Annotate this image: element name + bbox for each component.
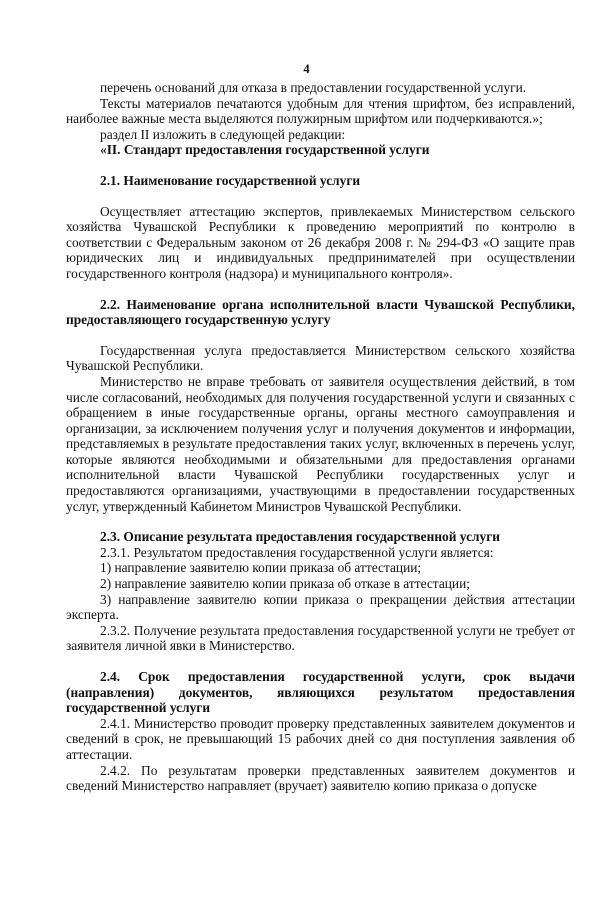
paragraph: 1) направление заявителю копии приказа об аттестации; xyxy=(100,560,422,576)
section-heading: «II. Стандарт предоставления государственной услуги xyxy=(100,142,430,158)
paragraph: 2.3.2. Получение результата предоставления государственной услуги не требует от заявителя личной явки в Министерство. xyxy=(66,622,575,654)
paragraph-gap xyxy=(66,514,575,529)
paragraph: Министерство не вправе требовать от заявителя осуществления действий, в том числе согласований, необходимых для получения государственной услуги и связанных с обращением в иные государственные органы, органы местного самоуправления и организации, за исключением получения услуг и получения документов и информации, представляемых в результате предоставления таких услуг, включенных в перечень услуг, которые являются необходимыми и обязательными для предоставления органами исполнительной власти Чувашской Республики государственных услуг и предоставляются организациями, участвующими в предоставлении государственных услуг, утвержденный Кабинетом Министров Чувашской Республики. xyxy=(66,373,575,514)
section-heading: 2.3. Описание результата предоставления государственной услуги xyxy=(100,529,501,545)
paragraph: 2.4.2. По результатам проверки представленных заявителем документов и сведений Министерство направляет (вручает) заявителю копию приказа о допуске xyxy=(66,762,575,794)
page-number: 4 xyxy=(303,62,310,76)
paragraph: 2.3.1. Результатом предоставления государственной услуги является: xyxy=(100,544,494,560)
section-heading: 2.4. Срок предоставления государственной услуги, срок выдачи (направления) документов, являющихся результатом предоставления государственной услуги xyxy=(66,669,575,716)
paragraph: раздел II изложить в следующей редакции: xyxy=(100,126,346,142)
paragraph-gap xyxy=(66,158,575,173)
section-heading: 2.2. Наименование органа исполнительной власти Чувашской Республики, предоставляющего государственную услугу xyxy=(66,296,575,328)
paragraph: Государственная услуга предоставляется Министерством сельского хозяйства Чувашской Республики. xyxy=(66,342,575,374)
paragraph-gap xyxy=(66,282,575,297)
paragraph: Осуществляет аттестацию экспертов, привлекаемых Министерством сельского хозяйства Чувашской Республики к проведению мероприятий по контролю в соответствии с Федеральным законом от 26 декабря 2008 г. № 294-ФЗ «О защите прав юридических лиц и индивидуальных предпринимателей при осуществлении государственного контроля (надзора) и муниципального контроля». xyxy=(66,203,575,281)
paragraph-gap xyxy=(66,654,575,669)
paragraph-gap xyxy=(66,328,575,343)
paragraph-gap xyxy=(66,189,575,204)
section-heading: 2.1. Наименование государственной услуги xyxy=(100,172,361,188)
paragraph: 3) направление заявителю копии приказа о прекращении действия аттестации эксперта. xyxy=(66,591,575,623)
paragraph: 2.4.1. Министерство проводит проверку представленных заявителем документов и сведений в срок, не превышающий 15 рабочих дней со дня поступления заявления об аттестации. xyxy=(66,715,575,762)
document-body xyxy=(66,80,575,794)
paragraph: Тексты материалов печатаются удобным для чтения шрифтом, без исправлений, наиболее важные места выделяются полужирным шрифтом или подчеркиваются.»; xyxy=(66,95,575,127)
paragraph: перечень оснований для отказа в предоставлении государственной услуги. xyxy=(100,80,527,95)
paragraph: 2) направление заявителю копии приказа об отказе в аттестации; xyxy=(100,576,470,592)
